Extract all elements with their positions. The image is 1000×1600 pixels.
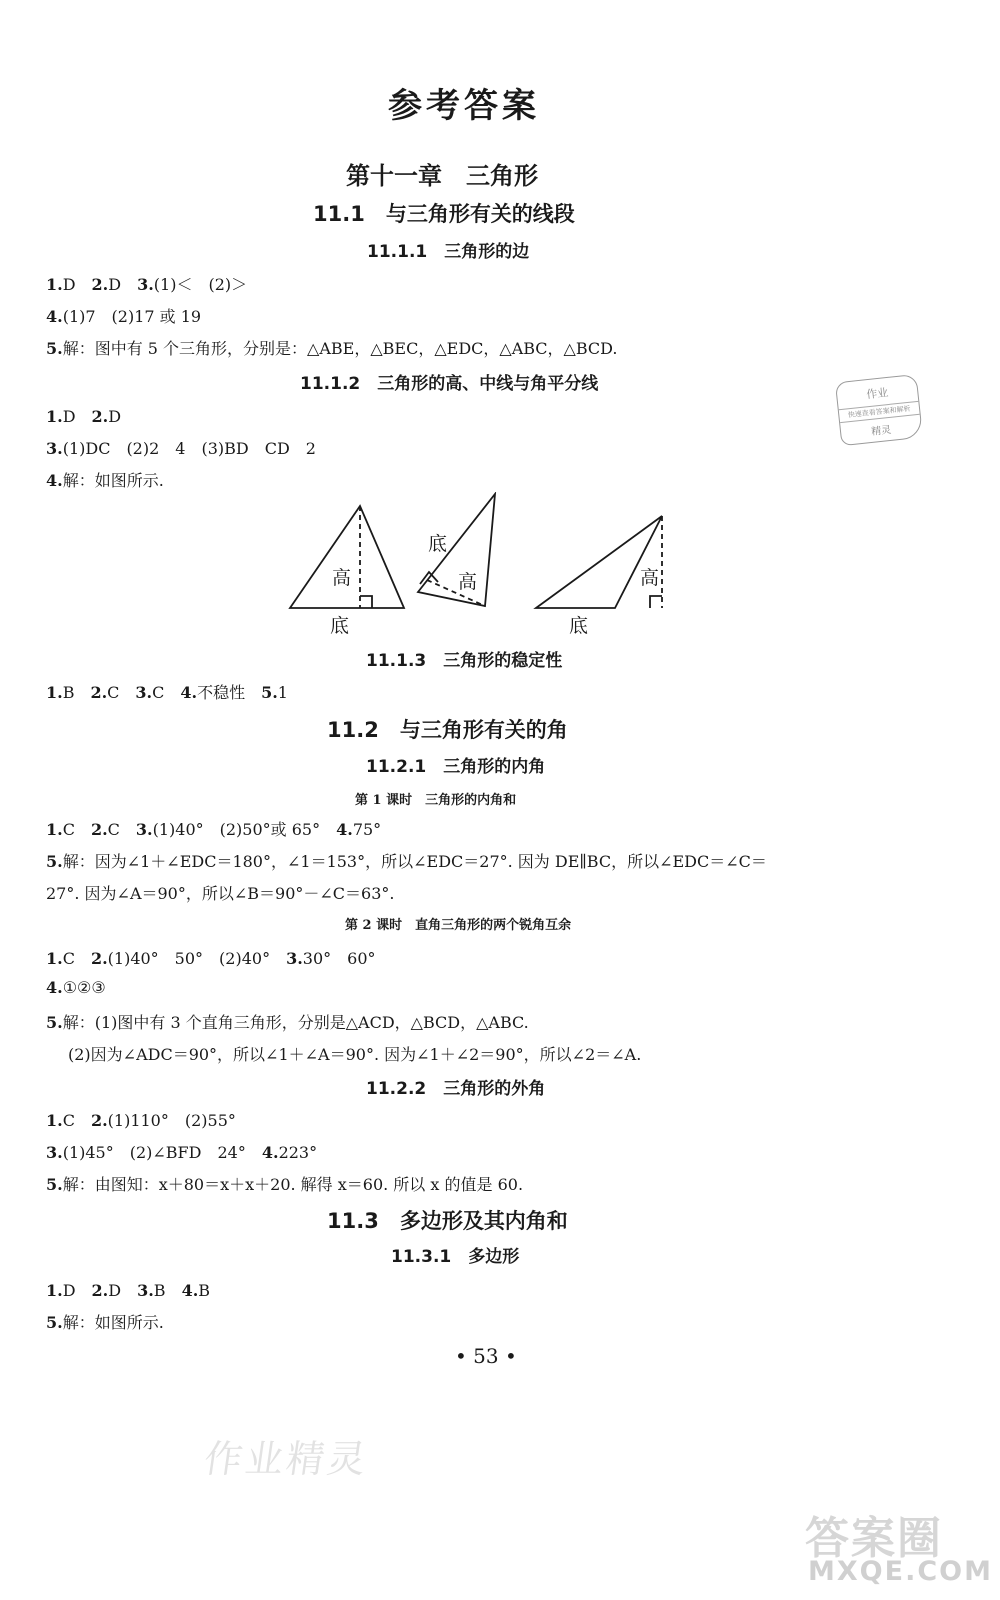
page-number: • 53 • <box>455 1344 517 1368</box>
section-heading-11-3: 11.3 多边形及其内角和 <box>327 1209 568 1233</box>
subsection-heading-11-1-1: 11.1.1 三角形的边 <box>367 242 530 262</box>
base-label: 底 <box>569 615 589 637</box>
subsection-heading-11-2-2: 11.2.2 三角形的外角 <box>366 1079 546 1099</box>
height-label: 高 <box>332 567 352 589</box>
subsection-heading-11-1-3: 11.1.3 三角形的稳定性 <box>366 651 563 671</box>
answer-line: 5.解：图中有 5 个三角形，分别是：△ABE，△BEC，△EDC，△ABC，△BCD. <box>46 339 618 358</box>
watermark-site: MXQE.COM <box>808 1556 993 1587</box>
answer-line: 3.(1)DC (2)2 4 (3)BD CD 2 <box>46 439 316 458</box>
subsection-heading-11-2-1: 11.2.1 三角形的内角 <box>366 757 546 777</box>
lesson-heading-1: 第 1 课时 三角形的内角和 <box>355 793 517 808</box>
answer-line: 1.D 2.D <box>46 407 122 426</box>
triangle-altitude-figure <box>280 492 680 642</box>
answer-line: 1.C 2.(1)40° 50° (2)40° 3.30° 60° <box>46 949 376 968</box>
right-angle-mark-1 <box>360 596 372 608</box>
section-heading-11-2: 11.2 与三角形有关的角 <box>327 718 568 742</box>
answer-line: 1.D 2.D 3.(1)＜ (2)＞ <box>46 275 248 294</box>
subsection-heading-11-3-1: 11.3.1 多边形 <box>391 1247 520 1267</box>
answer-line: 5.解：如图所示. <box>46 1313 164 1332</box>
answer-line: 5.解：因为∠1＋∠EDC＝180°，∠1＝153°，所以∠EDC＝27°. 因为 DE∥BC，所以∠EDC＝∠C＝ <box>46 852 767 871</box>
answer-line: 4.解：如图所示. <box>46 471 164 490</box>
height-label: 高 <box>640 567 660 589</box>
answer-line-continued: (2)因为∠ADC＝90°，所以∠1＋∠A＝90°. 因为∠1＋∠2＝90°，所以∠2＝∠A. <box>68 1045 642 1064</box>
watermark-text: 作业精灵 <box>201 1437 372 1481</box>
chapter-heading: 第十一章 三角形 <box>346 162 538 190</box>
answer-line: 1.D 2.D 3.B 4.B <box>46 1281 211 1300</box>
section-heading-11-1: 11.1 与三角形有关的线段 <box>313 202 575 226</box>
stamp-seal: 作业 快速查看答案和解析 精灵 <box>835 374 923 446</box>
lesson-heading-2: 第 2 课时 直角三角形的两个锐角互余 <box>345 918 572 933</box>
base-label: 底 <box>428 533 448 555</box>
answer-line: 1.C 2.C 3.(1)40° (2)50°或 65° 4.75° <box>46 820 382 839</box>
base-label: 底 <box>330 615 350 637</box>
answer-line-continued: 27°. 因为∠A＝90°，所以∠B＝90°－∠C＝63°. <box>46 884 395 903</box>
triangle-1 <box>290 506 404 608</box>
page-title: 参考答案 <box>388 86 540 126</box>
answer-line: 4.(1)7 (2)17 或 19 <box>46 307 202 326</box>
answer-line: 4.①②③ <box>46 978 106 997</box>
triangle-3 <box>536 516 662 608</box>
answer-line: 5.解：由图知：x＋80＝x＋x＋20. 解得 x＝60. 所以 x 的值是 60. <box>46 1175 524 1194</box>
height-label: 高 <box>458 571 478 593</box>
subsection-heading-11-1-2: 11.1.2 三角形的高、中线与角平分线 <box>300 374 599 394</box>
answer-line: 5.解：(1)图中有 3 个直角三角形，分别是△ACD，△BCD，△ABC. <box>46 1013 529 1032</box>
answer-line: 1.B 2.C 3.C 4.不稳性 5.1 <box>46 683 288 702</box>
watermark-logo: 答案圈 <box>805 1513 943 1564</box>
answer-line: 1.C 2.(1)110° (2)55° <box>46 1111 236 1130</box>
right-angle-mark-3 <box>650 596 662 608</box>
answer-line: 3.(1)45° (2)∠BFD 24° 4.223° <box>46 1143 318 1162</box>
